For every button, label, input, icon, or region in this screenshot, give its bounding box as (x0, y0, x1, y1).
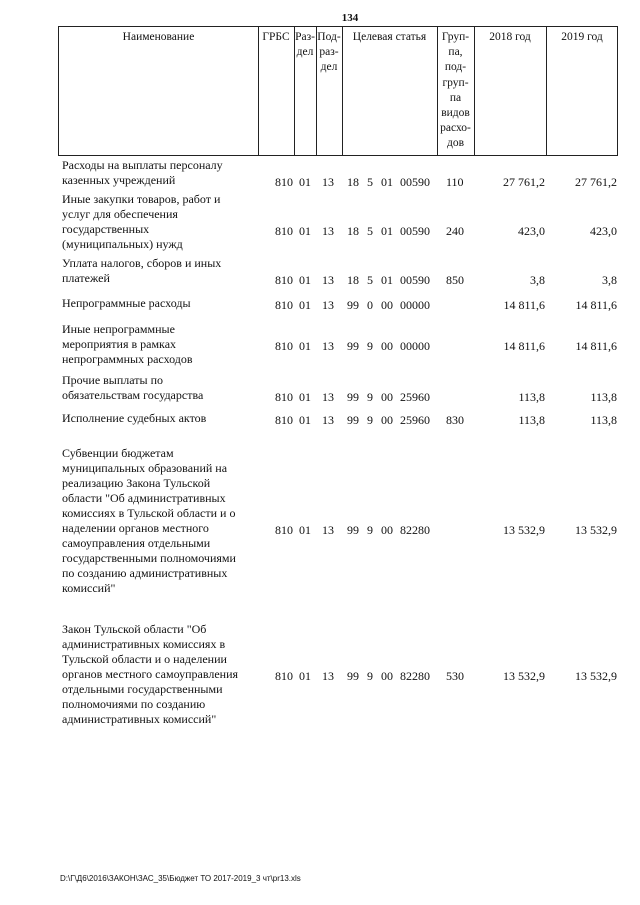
cell-cs2: 5 (367, 224, 373, 238)
cell-rz: 01 (299, 390, 311, 404)
cell-cs2: 9 (367, 669, 373, 683)
row-name-line: Субвенции бюджетам (62, 446, 174, 460)
cell-v2019: 14 811,6 (575, 339, 617, 353)
cell-cs4: 00000 (400, 298, 430, 312)
cell-v2018: 113,8 (518, 413, 545, 427)
header-group: Груп- па, под- груп- па видов расхо- дов (440, 31, 471, 150)
header-razdel: Раз- дел (295, 31, 315, 58)
row-name-line: комиссиях в Тульской области и о (62, 506, 236, 520)
row-name (62, 192, 262, 252)
row-name-line: отдельными государственными (62, 682, 223, 696)
row-name-line: (муниципальных) нужд (62, 237, 183, 251)
cell-rz: 01 (299, 523, 311, 537)
cell-cs3: 00 (381, 413, 393, 427)
cell-pr: 13 (322, 175, 334, 189)
row-name-line: административных комиссий" (62, 712, 217, 726)
cell-cs2: 9 (367, 339, 373, 353)
cell-pr: 13 (322, 523, 334, 537)
cell-v2018: 14 811,6 (503, 298, 545, 312)
row-name-line: административных комиссиях в (62, 637, 226, 651)
cell-cs1: 99 (347, 523, 359, 537)
cell-cs1: 99 (347, 413, 359, 427)
cell-vr: 830 (446, 413, 464, 427)
row-name-line: обязательствам государства (62, 388, 204, 402)
header-2018: 2018 год (489, 31, 531, 43)
cell-grbs: 810 (275, 273, 293, 287)
header-grbs: ГРБС (262, 31, 290, 43)
row-name-line: Непрограммные расходы (62, 296, 191, 310)
cell-pr: 13 (322, 669, 334, 683)
cell-pr: 13 (322, 413, 334, 427)
header-podrazdel: Под- раз- дел (317, 31, 341, 73)
cell-grbs: 810 (275, 413, 293, 427)
cell-grbs: 810 (275, 175, 293, 189)
row-name-line: муниципальных образований на (62, 461, 228, 475)
row-name-line: органов местного самоуправления (62, 667, 239, 681)
row-name (62, 322, 262, 367)
cell-cs4: 00000 (400, 339, 430, 353)
row-name-line: комиссий" (62, 581, 116, 595)
cell-rz: 01 (299, 298, 311, 312)
row-name-line: Уплата налогов, сборов и иных (62, 256, 222, 270)
row-name-line: Тульской области и о наделении (62, 652, 227, 666)
cell-cs2: 9 (367, 413, 373, 427)
row-name-line: услуг для обеспечения (62, 207, 178, 221)
cell-pr: 13 (322, 298, 334, 312)
header-target: Целевая статья (352, 31, 427, 43)
cell-rz: 01 (299, 273, 311, 287)
row-name (62, 411, 262, 426)
cell-cs3: 00 (381, 298, 393, 312)
cell-cs3: 01 (381, 175, 393, 189)
cell-cs3: 01 (381, 224, 393, 238)
cell-rz: 01 (299, 413, 311, 427)
row-name (62, 446, 262, 596)
row-name-line: Расходы на выплаты персоналу (62, 158, 223, 172)
row-name-line: Закон Тульской области "Об (62, 622, 207, 636)
cell-v2018: 3,8 (530, 273, 545, 287)
cell-cs1: 99 (347, 298, 359, 312)
row-name-line: по созданию административных (62, 566, 228, 580)
row-name (62, 373, 262, 403)
cell-vr: 530 (446, 669, 464, 683)
row-name-line: государственными полномочиями (62, 551, 236, 565)
cell-cs4: 00590 (400, 224, 430, 238)
cell-cs1: 99 (347, 390, 359, 404)
row-name-line: Исполнение судебных актов (62, 411, 207, 425)
table-header (58, 26, 618, 156)
row-name-line: Иные непрограммные (62, 322, 175, 336)
cell-cs2: 9 (367, 390, 373, 404)
row-name-line: государственных (62, 222, 150, 236)
cell-grbs: 810 (275, 339, 293, 353)
row-name-line: самоуправления отдельными (62, 536, 211, 550)
file-path-footer: D:\Г\Д6\2016\ЗАКОН\ЗАС_35\Бюджет ТО 2017-2019_3 чт\pr13.xls (60, 874, 301, 883)
cell-cs3: 01 (381, 273, 393, 287)
cell-cs4: 00590 (400, 175, 430, 189)
cell-vr: 850 (446, 273, 464, 287)
cell-cs2: 9 (367, 523, 373, 537)
cell-v2018: 13 532,9 (503, 523, 545, 537)
cell-v2018: 14 811,6 (503, 339, 545, 353)
header-2019: 2019 год (561, 31, 603, 43)
cell-cs1: 18 (347, 224, 359, 238)
header-name: Наименование (122, 31, 195, 43)
cell-v2018: 113,8 (518, 390, 545, 404)
row-name-line: казенных учреждений (62, 173, 176, 187)
cell-pr: 13 (322, 339, 334, 353)
row-name (62, 158, 262, 188)
cell-cs1: 18 (347, 175, 359, 189)
cell-grbs: 810 (275, 523, 293, 537)
row-name-line: платежей (62, 271, 110, 285)
row-name-line: полномочиями по созданию (62, 697, 206, 711)
cell-cs4: 82280 (400, 669, 430, 683)
row-name-line: реализацию Закона Тульской (62, 476, 211, 490)
cell-cs1: 18 (347, 273, 359, 287)
cell-v2019: 113,8 (590, 413, 617, 427)
cell-cs3: 00 (381, 339, 393, 353)
cell-v2018: 13 532,9 (503, 669, 545, 683)
row-name-line: мероприятия в рамках (62, 337, 177, 351)
cell-cs4: 25960 (400, 390, 430, 404)
cell-grbs: 810 (275, 669, 293, 683)
cell-v2019: 13 532,9 (575, 669, 617, 683)
cell-pr: 13 (322, 273, 334, 287)
cell-v2018: 423,0 (518, 224, 545, 238)
cell-v2019: 3,8 (602, 273, 617, 287)
row-name (62, 256, 262, 286)
cell-cs2: 0 (367, 298, 373, 312)
cell-v2019: 113,8 (590, 390, 617, 404)
cell-cs3: 00 (381, 390, 393, 404)
row-name (62, 296, 262, 311)
cell-rz: 01 (299, 175, 311, 189)
cell-cs4: 82280 (400, 523, 430, 537)
cell-vr: 240 (446, 224, 464, 238)
cell-cs2: 5 (367, 175, 373, 189)
cell-pr: 13 (322, 390, 334, 404)
cell-rz: 01 (299, 224, 311, 238)
cell-vr: 110 (446, 175, 464, 189)
row-name-line: Иные закупки товаров, работ и (62, 192, 221, 206)
page-number: 134 (341, 12, 359, 24)
cell-v2018: 27 761,2 (503, 175, 545, 189)
cell-v2019: 14 811,6 (575, 298, 617, 312)
cell-cs4: 00590 (400, 273, 430, 287)
cell-rz: 01 (299, 339, 311, 353)
cell-grbs: 810 (275, 224, 293, 238)
row-name-line: области "Об административных (62, 491, 226, 505)
cell-pr: 13 (322, 224, 334, 238)
cell-cs3: 00 (381, 669, 393, 683)
cell-v2019: 423,0 (590, 224, 617, 238)
cell-v2019: 27 761,2 (575, 175, 617, 189)
cell-rz: 01 (299, 669, 311, 683)
cell-cs2: 5 (367, 273, 373, 287)
cell-cs3: 00 (381, 523, 393, 537)
cell-grbs: 810 (275, 298, 293, 312)
row-name-line: наделении органов местного (62, 521, 209, 535)
row-name-line: непрограммных расходов (62, 352, 193, 366)
cell-cs1: 99 (347, 339, 359, 353)
cell-v2019: 13 532,9 (575, 523, 617, 537)
cell-cs4: 25960 (400, 413, 430, 427)
row-name-line: Прочие выплаты по (62, 373, 164, 387)
row-name (62, 622, 262, 727)
cell-cs1: 99 (347, 669, 359, 683)
cell-grbs: 810 (275, 390, 293, 404)
